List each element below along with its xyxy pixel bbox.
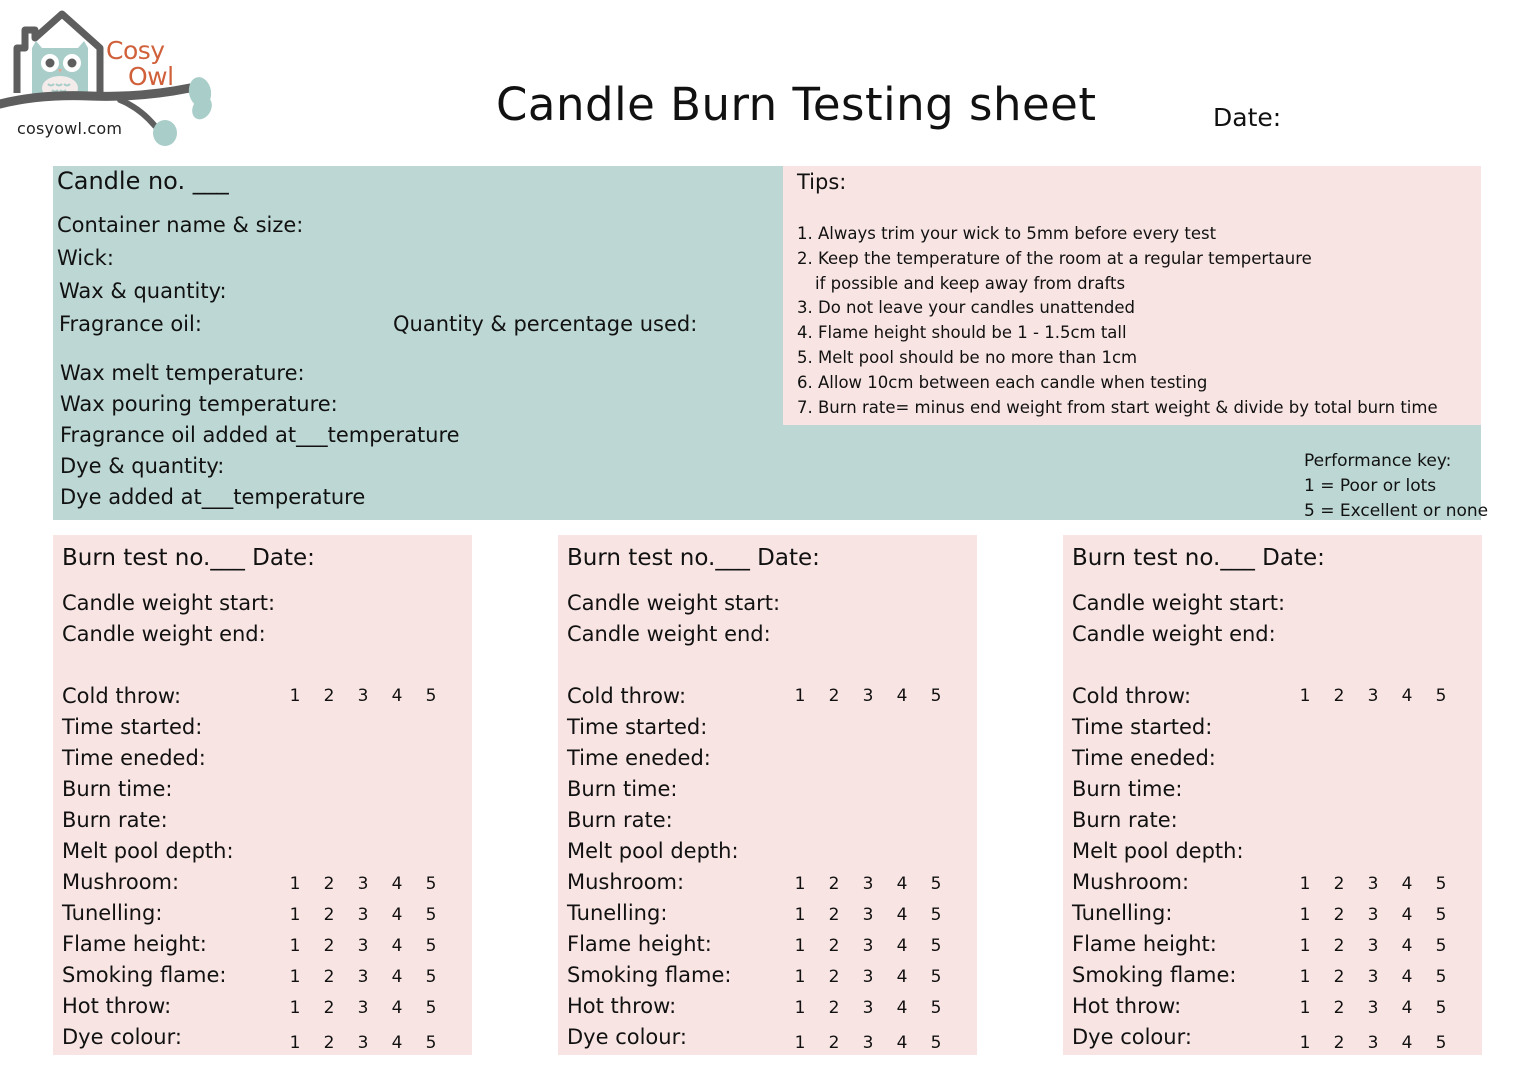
sheet-date-field[interactable]: Date: [1213,103,1282,132]
rating-2[interactable]: 2 [323,686,335,706]
row-label: Hot throw: [1072,994,1182,1018]
row-label: Cold throw: [567,684,687,708]
rating-1[interactable]: 1 [794,905,806,925]
row-label: Smoking flame: [1072,963,1237,987]
tunnelling-row [1072,901,1447,931]
row-label: Smoking flame: [62,963,227,987]
row-label: Smoking flame: [567,963,732,987]
rating-2[interactable]: 2 [828,998,840,1018]
rating-1[interactable]: 1 [289,998,301,1018]
tip-item: 4. Flame height should be 1 - 1.5cm tall [797,323,1127,343]
rating-1[interactable]: 1 [1299,1033,1311,1053]
performance-key-title: Performance key: [1304,451,1452,471]
rating-1[interactable]: 1 [289,905,301,925]
time-started-field[interactable] [567,715,707,745]
rating-scale[interactable] [793,998,943,1018]
rating-2[interactable]: 2 [828,936,840,956]
rating-5[interactable]: 5 [425,686,437,706]
rating-scale[interactable] [288,905,438,925]
burn-time-field[interactable] [567,777,678,807]
row-label: Candle weight start: [1072,591,1286,615]
rating-scale[interactable] [1298,905,1448,925]
row-label: Tunelling: [62,901,163,925]
rating-scale[interactable] [288,874,438,894]
burn-time-field[interactable] [1072,777,1183,807]
rating-3[interactable]: 3 [357,967,369,987]
rating-5[interactable]: 5 [930,936,942,956]
row-label: Flame height: [1072,932,1217,956]
rating-5[interactable]: 5 [425,905,437,925]
row-label: Time eneded: [567,746,711,770]
rating-3[interactable]: 3 [1367,998,1379,1018]
burn-test-title[interactable]: Burn test no.___ Date: [62,545,315,571]
wick-field[interactable]: Wick: [57,246,114,270]
row-label: Burn rate: [567,808,673,832]
dye-added-temp-field[interactable]: Dye added at___temperature [60,485,366,509]
melt-pool-field[interactable] [567,839,739,869]
rating-3[interactable]: 3 [1367,905,1379,925]
rating-2[interactable]: 2 [1333,1033,1345,1053]
weight-end-field[interactable] [62,622,266,652]
quantity-percentage-field[interactable]: Quantity & percentage used: [393,312,698,336]
row-label: Melt pool depth: [567,839,739,863]
rating-4[interactable]: 4 [391,1033,403,1053]
tip-item: 7. Burn rate= minus end weight from start weight & divide by total burn time [797,397,1438,417]
tips-title: Tips: [797,170,847,194]
time-ended-field[interactable] [62,746,206,776]
rating-scale[interactable] [1298,967,1448,987]
rating-2[interactable]: 2 [1333,686,1345,706]
dye-colour-row [567,1025,942,1055]
row-label: Tunelling: [1072,901,1173,925]
rating-1[interactable]: 1 [289,686,301,706]
tunnelling-row [567,901,942,931]
row-label: Time eneded: [1072,746,1216,770]
rating-3[interactable]: 3 [1367,874,1379,894]
row-label: Burn rate: [62,808,168,832]
rating-1[interactable]: 1 [1299,936,1311,956]
burn-test-title[interactable]: Burn test no.___ Date: [1072,545,1325,571]
row-label: Mushroom: [62,870,180,894]
tips-list [797,222,1438,420]
dye-colour-row [1072,1025,1447,1055]
rating-3[interactable]: 3 [862,1033,874,1053]
rating-4[interactable]: 4 [896,874,908,894]
rating-4[interactable]: 4 [896,686,908,706]
rating-5[interactable]: 5 [425,874,437,894]
row-label: Burn time: [62,777,173,801]
rating-4[interactable]: 4 [1401,1033,1413,1053]
flame-height-row [62,932,437,962]
rating-scale[interactable] [793,686,943,706]
weight-start-field[interactable] [567,591,780,621]
rating-4[interactable]: 4 [1401,686,1413,706]
rating-4[interactable]: 4 [1401,967,1413,987]
rating-3[interactable]: 3 [862,967,874,987]
row-label: Flame height: [567,932,712,956]
rating-5[interactable]: 5 [1435,936,1447,956]
time-ended-field[interactable] [567,746,711,776]
rating-3[interactable]: 3 [862,905,874,925]
fragrance-added-temp-field[interactable]: Fragrance oil added at___temperature [60,423,460,447]
row-label: Candle weight start: [62,591,276,615]
row-label: Time started: [1072,715,1213,739]
rating-2[interactable]: 2 [828,1033,840,1053]
row-label: Burn time: [567,777,678,801]
rating-4[interactable]: 4 [896,936,908,956]
rating-4[interactable]: 4 [391,967,403,987]
rating-3[interactable]: 3 [357,874,369,894]
row-label: Mushroom: [567,870,685,894]
rating-scale[interactable] [793,936,943,956]
rating-5[interactable]: 5 [930,686,942,706]
rating-5[interactable]: 5 [425,1033,437,1053]
rating-3[interactable]: 3 [1367,936,1379,956]
logo-brand-line2: Owl [128,62,174,91]
rating-4[interactable]: 4 [896,998,908,1018]
row-label: Candle weight end: [1072,622,1276,646]
row-label: Cold throw: [62,684,182,708]
logo-url: cosyowl.com [17,119,123,138]
time-started-field[interactable] [62,715,202,745]
candle-number-field[interactable]: Candle no. ___ [57,167,229,195]
performance-key [1304,449,1488,524]
burn-test-title[interactable]: Burn test no.___ Date: [567,545,820,571]
dye-quantity-field[interactable]: Dye & quantity: [60,454,225,478]
burn-time-field[interactable] [62,777,173,807]
rating-2[interactable]: 2 [1333,936,1345,956]
cold-throw-row [1072,684,1447,714]
tip-item: 3. Do not leave your candles unattended [797,298,1136,318]
tip-item: 1. Always trim your wick to 5mm before every test [797,224,1217,243]
row-label: Burn rate: [1072,808,1178,832]
rating-2[interactable]: 2 [1333,905,1345,925]
row-label: Hot throw: [567,994,677,1018]
row-label: Hot throw: [62,994,172,1018]
hot-throw-row [62,994,437,1024]
rating-5[interactable]: 5 [930,967,942,987]
rating-3[interactable]: 3 [1367,967,1379,987]
rating-1[interactable]: 1 [289,1033,301,1053]
row-label: Melt pool depth: [62,839,234,863]
rating-5[interactable]: 5 [1435,1033,1447,1053]
row-label: Time eneded: [62,746,206,770]
rating-1[interactable]: 1 [1299,998,1311,1018]
melt-pool-field[interactable] [62,839,234,869]
hot-throw-row [1072,994,1447,1024]
rating-3[interactable]: 3 [862,936,874,956]
rating-scale[interactable] [1298,874,1448,894]
wax-quantity-field[interactable]: Wax & quantity: [59,279,227,303]
rating-2[interactable]: 2 [323,874,335,894]
rating-4[interactable]: 4 [896,1033,908,1053]
mushroom-row [1072,870,1447,900]
burn-rate-field[interactable] [62,808,168,838]
dye-colour-row [62,1025,437,1055]
mushroom-row [62,870,437,900]
rating-scale[interactable] [288,967,438,987]
rating-3[interactable]: 3 [357,686,369,706]
rating-2[interactable]: 2 [828,967,840,987]
logo-brand-name [106,38,174,90]
rating-2[interactable]: 2 [323,998,335,1018]
rating-5[interactable]: 5 [930,905,942,925]
rating-5[interactable]: 5 [1435,967,1447,987]
rating-3[interactable]: 3 [357,998,369,1018]
rating-5[interactable]: 5 [425,998,437,1018]
rating-scale[interactable] [288,998,438,1018]
cosy-owl-logo [0,8,220,148]
rating-2[interactable]: 2 [323,1033,335,1053]
performance-key-low: 1 = Poor or lots [1304,476,1437,496]
rating-1[interactable]: 1 [794,686,806,706]
rating-5[interactable]: 5 [1435,686,1447,706]
rating-1[interactable]: 1 [1299,686,1311,706]
rating-4[interactable]: 4 [391,905,403,925]
rating-4[interactable]: 4 [896,905,908,925]
rating-1[interactable]: 1 [289,967,301,987]
rating-5[interactable]: 5 [1435,998,1447,1018]
rating-5[interactable]: 5 [930,874,942,894]
rating-1[interactable]: 1 [1299,905,1311,925]
rating-4[interactable]: 4 [1401,998,1413,1018]
rating-3[interactable]: 3 [862,874,874,894]
rating-1[interactable]: 1 [794,1033,806,1053]
time-ended-field[interactable] [1072,746,1216,776]
rating-3[interactable]: 3 [1367,686,1379,706]
weight-end-field[interactable] [1072,622,1276,652]
rating-5[interactable]: 5 [425,967,437,987]
weight-end-field[interactable] [567,622,771,652]
rating-2[interactable]: 2 [828,905,840,925]
burn-rate-field[interactable] [1072,808,1178,838]
rating-scale[interactable] [1298,686,1448,706]
hot-throw-row [567,994,942,1024]
rating-5[interactable]: 5 [425,936,437,956]
wax-melt-temp-field[interactable]: Wax melt temperature: [60,361,305,385]
page-title: Candle Burn Testing sheet [496,78,1097,131]
tip-item: 6. Allow 10cm between each candle when testing [797,372,1208,392]
rating-2[interactable]: 2 [1333,998,1345,1018]
rating-1[interactable]: 1 [1299,967,1311,987]
rating-1[interactable]: 1 [1299,874,1311,894]
rating-4[interactable]: 4 [896,967,908,987]
cold-throw-row [567,684,942,714]
rating-4[interactable]: 4 [1401,905,1413,925]
rating-3[interactable]: 3 [1367,1033,1379,1053]
mushroom-row [567,870,942,900]
row-label: Cold throw: [1072,684,1192,708]
rating-scale[interactable] [1298,936,1448,956]
tip-item: 2. Keep the temperature of the room at a regular tempertaure [797,248,1312,268]
rating-scale[interactable] [1298,1033,1448,1053]
rating-4[interactable]: 4 [1401,874,1413,894]
burn-test-card-3 [1063,535,1482,1055]
burn-test-card-1 [53,535,472,1055]
row-label: Burn time: [1072,777,1183,801]
rating-3[interactable]: 3 [862,998,874,1018]
tip-item: if possible and keep away from drafts [815,273,1126,293]
rating-5[interactable]: 5 [930,998,942,1018]
rating-3[interactable]: 3 [357,1033,369,1053]
rating-scale[interactable] [1298,998,1448,1018]
tip-item: 5. Melt pool should be no more than 1cm [797,347,1138,367]
rating-1[interactable]: 1 [794,936,806,956]
container-field[interactable]: Container name & size: [57,213,304,237]
rating-scale[interactable] [793,967,943,987]
rating-4[interactable]: 4 [1401,936,1413,956]
weight-start-field[interactable] [62,591,275,621]
rating-2[interactable]: 2 [323,905,335,925]
flame-height-row [1072,932,1447,962]
rating-5[interactable]: 5 [930,1033,942,1053]
row-label: Flame height: [62,932,207,956]
rating-scale[interactable] [288,936,438,956]
row-label: Candle weight start: [567,591,781,615]
rating-4[interactable]: 4 [391,686,403,706]
burn-rate-field[interactable] [567,808,673,838]
row-label: Time started: [567,715,708,739]
row-label: Dye colour: [567,1025,687,1049]
rating-scale[interactable] [288,1033,438,1053]
row-label: Candle weight end: [62,622,266,646]
row-label: Dye colour: [1072,1025,1192,1049]
smoking-flame-row [62,963,437,993]
rating-2[interactable]: 2 [1333,874,1345,894]
rating-4[interactable]: 4 [391,874,403,894]
row-label: Melt pool depth: [1072,839,1244,863]
rating-4[interactable]: 4 [391,998,403,1018]
row-label: Tunelling: [567,901,668,925]
rating-2[interactable]: 2 [828,874,840,894]
rating-scale[interactable] [793,874,943,894]
flame-height-row [567,932,942,962]
rating-4[interactable]: 4 [391,936,403,956]
rating-scale[interactable] [793,905,943,925]
rating-3[interactable]: 3 [357,936,369,956]
rating-1[interactable]: 1 [794,967,806,987]
logo-brand-line1: Cosy [106,36,165,65]
performance-key-high: 5 = Excellent or none [1304,501,1489,521]
rating-3[interactable]: 3 [862,686,874,706]
smoking-flame-row [567,963,942,993]
rating-2[interactable]: 2 [323,936,335,956]
tips-panel [783,166,1481,425]
rating-scale[interactable] [793,1033,943,1053]
wax-pouring-temp-field[interactable]: Wax pouring temperature: [60,392,338,416]
cold-throw-row [62,684,437,714]
row-label: Time started: [62,715,203,739]
row-label: Mushroom: [1072,870,1190,894]
rating-1[interactable]: 1 [794,998,806,1018]
rating-3[interactable]: 3 [357,905,369,925]
fragrance-oil-field[interactable]: Fragrance oil: [59,312,202,336]
rating-1[interactable]: 1 [289,936,301,956]
tunnelling-row [62,901,437,931]
time-started-field[interactable] [1072,715,1212,745]
rating-2[interactable]: 2 [828,686,840,706]
row-label: Dye colour: [62,1025,182,1049]
row-label: Candle weight end: [567,622,771,646]
smoking-flame-row [1072,963,1447,993]
rating-2[interactable]: 2 [323,967,335,987]
rating-scale[interactable] [288,686,438,706]
weight-start-field[interactable] [1072,591,1285,621]
rating-5[interactable]: 5 [1435,905,1447,925]
rating-1[interactable]: 1 [289,874,301,894]
rating-2[interactable]: 2 [1333,967,1345,987]
rating-1[interactable]: 1 [794,874,806,894]
rating-5[interactable]: 5 [1435,874,1447,894]
melt-pool-field[interactable] [1072,839,1244,869]
burn-test-card-2 [558,535,977,1055]
